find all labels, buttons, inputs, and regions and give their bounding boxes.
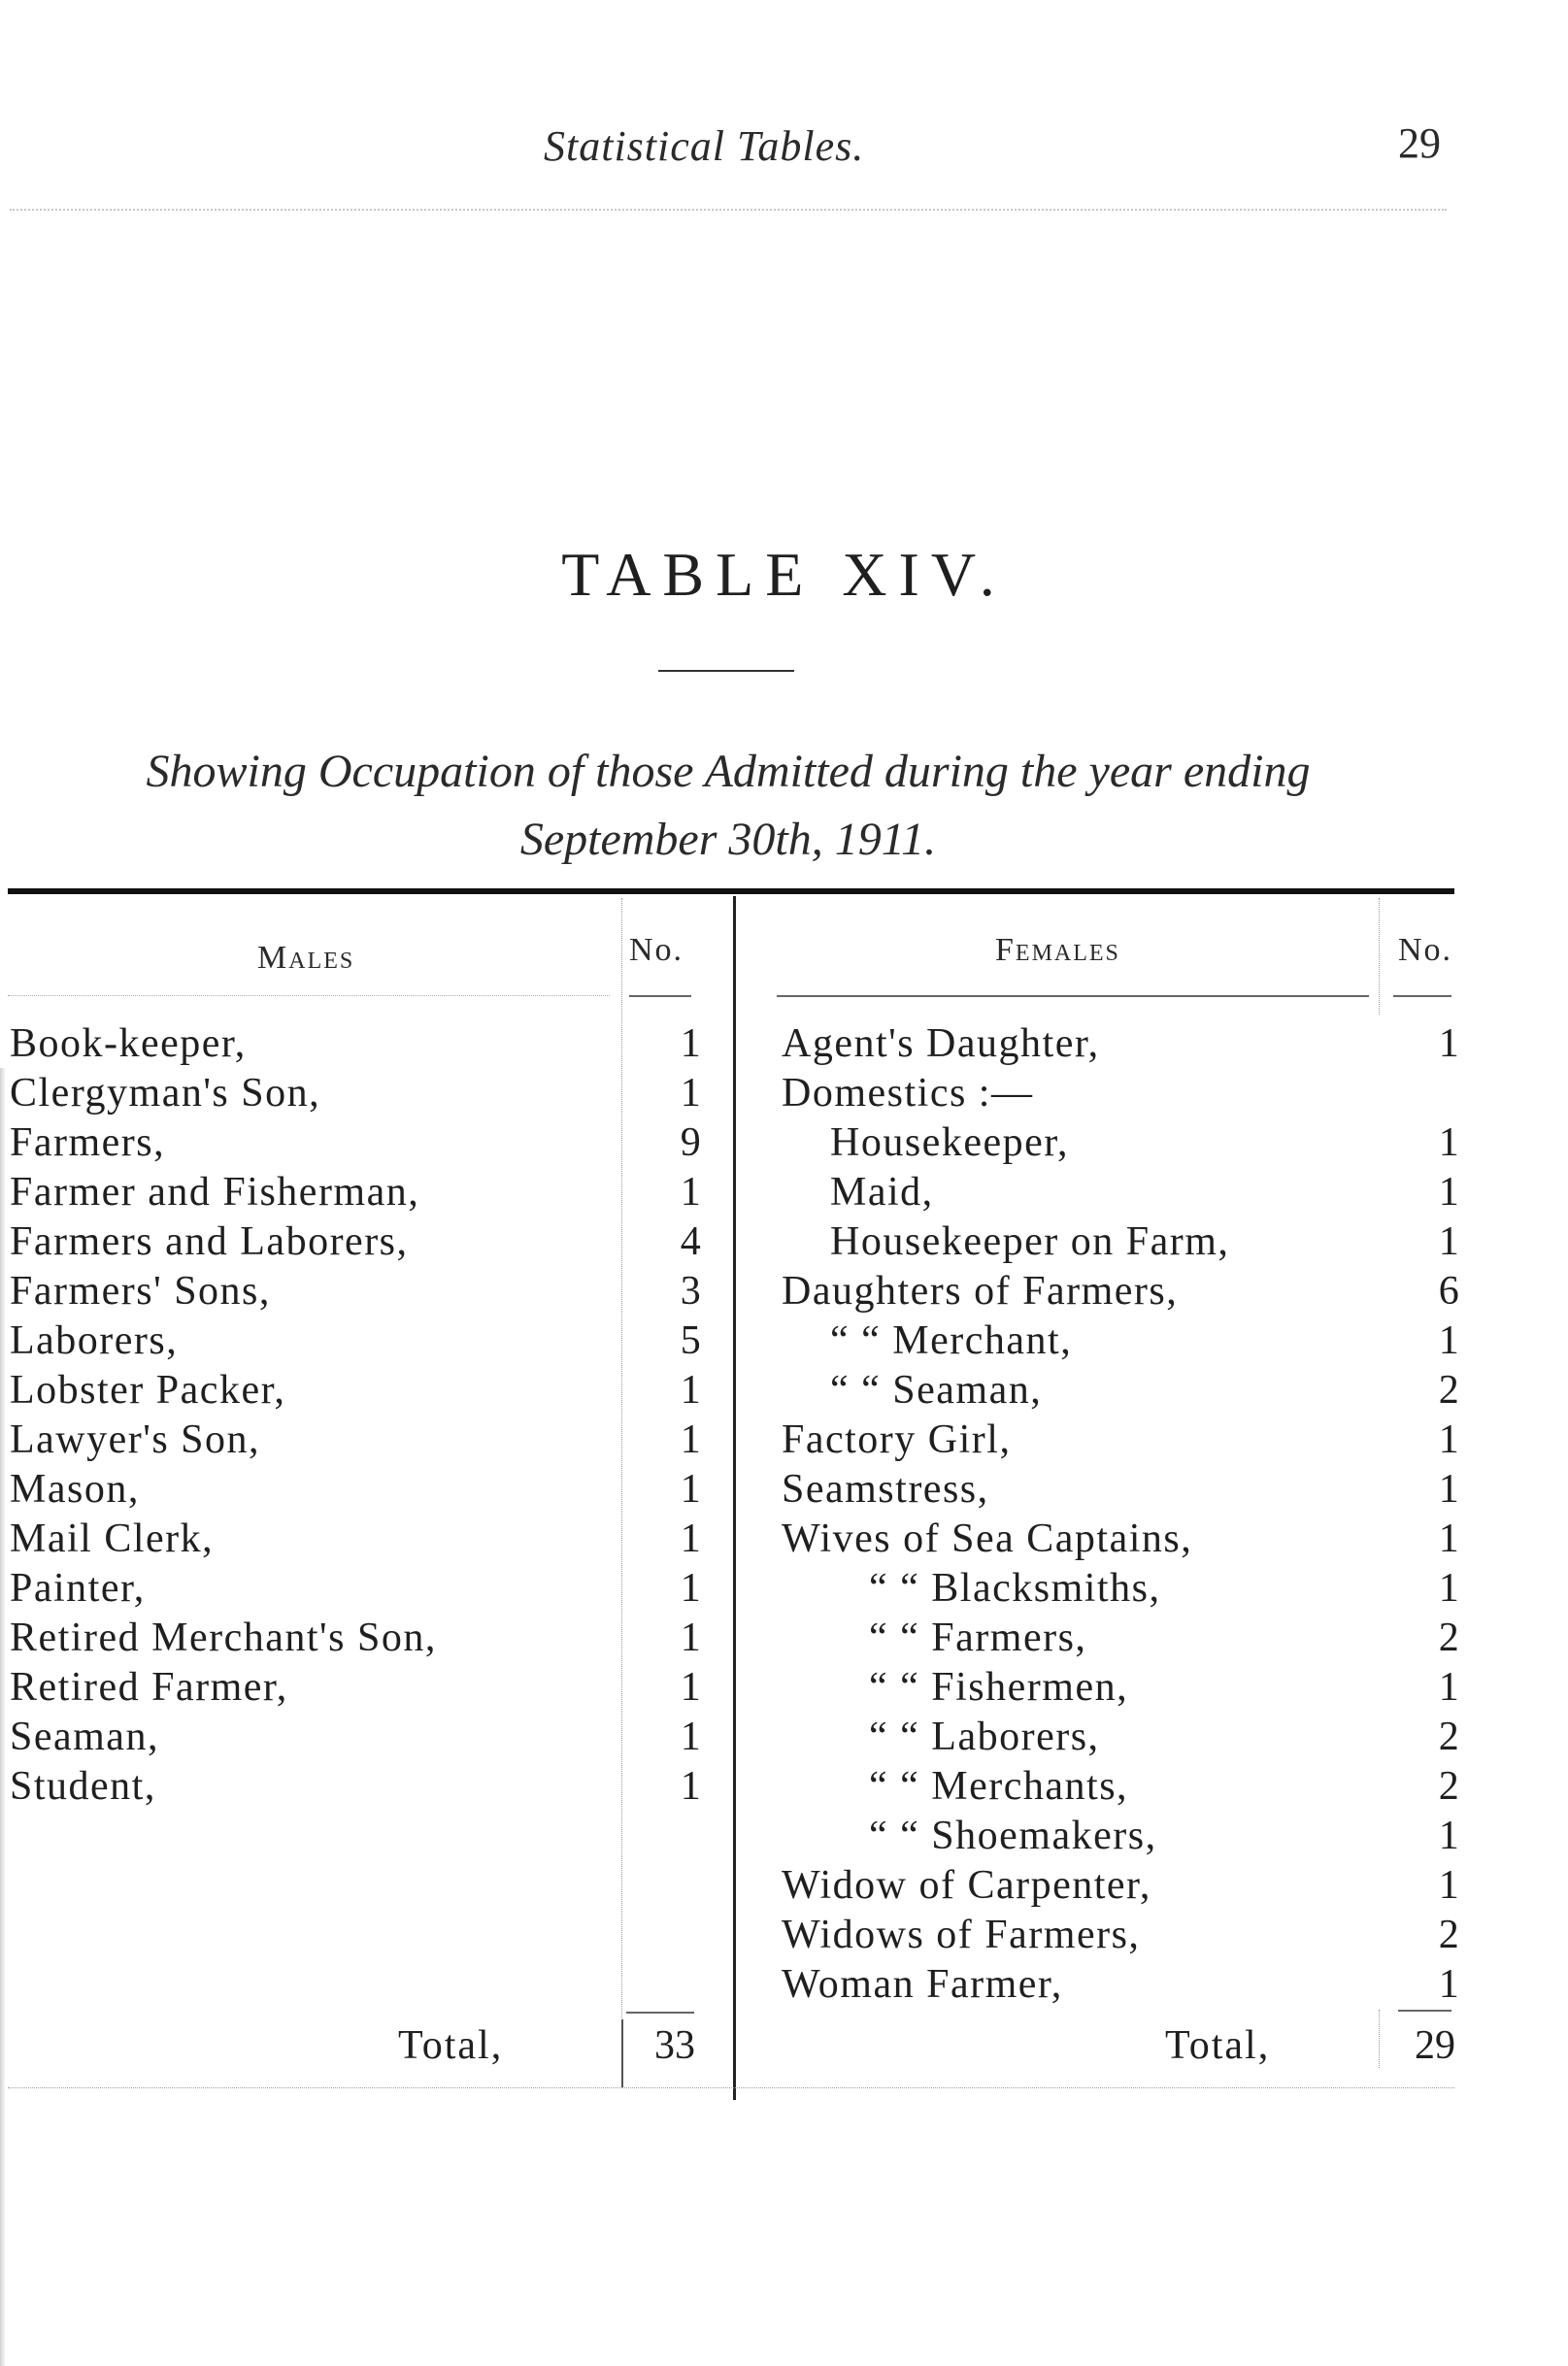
table-row	[782, 1019, 1461, 1069]
males-total-divider	[621, 2019, 623, 2087]
count-value: 2	[1438, 1764, 1461, 1809]
count-value: 1	[1438, 1417, 1461, 1462]
occupation-label: Lawyer's Son,	[10, 1417, 261, 1462]
occupation-label: Book-keeper,	[10, 1021, 247, 1066]
females-number-divider	[1379, 898, 1380, 1015]
count-value: 1	[680, 1071, 703, 1116]
table-row	[782, 1960, 1461, 2010]
table-bottom-rule	[8, 2087, 1454, 2088]
table-title: TABLE XIV.	[561, 540, 1007, 609]
column-header-males	[257, 932, 354, 979]
count-value: 2	[1438, 1913, 1461, 1957]
column-header-females-no: No.	[1398, 932, 1453, 968]
males-no-header-rule	[629, 995, 691, 997]
table-row	[782, 1812, 1461, 1861]
males-list	[10, 1019, 709, 1812]
males-total-label: Total,	[398, 2023, 504, 2068]
occupation-label: Woman Farmer,	[782, 1962, 1063, 2007]
table-row	[782, 1713, 1461, 1762]
count-value: 1	[1438, 1318, 1461, 1363]
occupation-label: Clergyman's Son,	[10, 1071, 321, 1116]
table-subtitle: Showing Occupation of those Admitted during the year ending September 30th, 1911.	[146, 746, 1311, 865]
column-header-females: Females	[995, 932, 1120, 968]
count-value: 2	[1438, 1715, 1461, 1759]
table-row	[782, 1366, 1461, 1416]
count-value: 1	[680, 1467, 703, 1512]
males-total-value: 33	[654, 2023, 695, 2068]
table-row	[782, 1564, 1461, 1614]
count-value: 1	[1438, 1170, 1461, 1215]
occupation-label: “ “ Shoemakers,	[869, 1814, 1157, 1858]
count-value: 1	[680, 1616, 703, 1660]
occupation-label: Widow of Carpenter,	[782, 1863, 1151, 1908]
occupation-label: Widows of Farmers,	[782, 1913, 1141, 1957]
occupation-label: “ “ Blacksmiths,	[869, 1566, 1161, 1611]
count-value: 1	[1438, 1814, 1461, 1858]
table-row	[10, 1564, 709, 1614]
table-top-rule	[8, 888, 1454, 894]
occupation-label: “ “ Farmers,	[869, 1616, 1087, 1660]
table-row	[782, 1614, 1461, 1663]
count-value: 1	[680, 1368, 703, 1413]
table-row	[10, 1366, 709, 1416]
occupation-label: “ “ Fishermen,	[869, 1665, 1129, 1710]
running-head: Statistical Tables.	[544, 122, 865, 170]
count-value: 1	[1438, 1021, 1461, 1066]
table-row	[782, 1217, 1461, 1267]
table-row	[782, 1267, 1461, 1316]
table-row	[10, 1416, 709, 1465]
table-row	[10, 1465, 709, 1515]
table-row	[10, 1713, 709, 1762]
table-row	[10, 1663, 709, 1713]
occupation-label: Wives of Sea Captains,	[782, 1516, 1193, 1561]
count-value: 9	[680, 1120, 703, 1165]
females-no-header-rule	[1393, 995, 1451, 997]
table-row	[782, 1316, 1461, 1366]
count-value: 1	[680, 1764, 703, 1809]
occupation-label: Farmers and Laborers,	[10, 1219, 409, 1264]
table-row	[782, 1416, 1461, 1465]
occupation-label: Lobster Packer,	[10, 1368, 286, 1413]
occupation-label: Mail Clerk,	[10, 1516, 215, 1561]
occupation-label: Retired Merchant's Son,	[10, 1616, 437, 1660]
occupation-label: Seaman,	[10, 1715, 159, 1759]
column-header-males-no: No.	[629, 932, 684, 968]
title-rule	[658, 670, 794, 672]
table-row	[782, 1663, 1461, 1713]
females-total-value: 29	[1415, 2023, 1455, 2068]
table-row	[10, 1614, 709, 1663]
table-row	[782, 1515, 1461, 1564]
count-value: 1	[1438, 1516, 1461, 1561]
females-list	[782, 1019, 1461, 2010]
occupation-label: Daughters of Farmers,	[782, 1269, 1179, 1314]
table-row	[782, 1911, 1461, 1960]
occupation-label: Agent's Daughter,	[782, 1021, 1100, 1066]
table-row	[782, 1069, 1461, 1118]
occupation-label: “ “ Seaman,	[830, 1368, 1043, 1413]
count-value: 1	[1438, 1467, 1461, 1512]
table-row	[10, 1217, 709, 1267]
males-header-rule	[8, 995, 610, 996]
table-row	[10, 1069, 709, 1118]
count-value: 1	[680, 1516, 703, 1561]
count-value: 5	[680, 1318, 703, 1363]
table-row	[782, 1762, 1461, 1812]
males-total-rule	[626, 2012, 694, 2014]
males-header-text: Males	[257, 940, 355, 976]
occupation-label: Maid,	[830, 1170, 934, 1215]
females-total-label: Total,	[1165, 2023, 1271, 2068]
occupation-label: Farmer and Fisherman,	[10, 1170, 420, 1215]
occupation-label: Student,	[10, 1764, 156, 1809]
scan-edge-shadow	[0, 1068, 6, 2366]
table-row	[10, 1168, 709, 1217]
occupation-label: Farmers,	[10, 1120, 166, 1165]
occupation-label: Laborers,	[10, 1318, 179, 1363]
count-value: 2	[1438, 1616, 1461, 1660]
count-value: 1	[680, 1566, 703, 1611]
count-value: 1	[680, 1021, 703, 1066]
occupation-label: Painter,	[10, 1566, 146, 1611]
page-number: 29	[1398, 119, 1441, 167]
table-row	[782, 1118, 1461, 1168]
table-row	[10, 1019, 709, 1069]
count-value: 1	[680, 1417, 703, 1462]
table-row	[10, 1515, 709, 1564]
count-value: 1	[1438, 1863, 1461, 1908]
count-value: 1	[1438, 1665, 1461, 1710]
occupation-label: “ “ Merchants,	[869, 1764, 1129, 1809]
header-rule	[10, 209, 1447, 211]
occupation-label: Factory Girl,	[782, 1417, 1012, 1462]
count-value: 6	[1438, 1269, 1461, 1314]
occupation-label: Housekeeper on Farm,	[830, 1219, 1230, 1264]
count-value: 1	[680, 1170, 703, 1215]
count-value: 1	[680, 1715, 703, 1759]
count-value: 4	[680, 1219, 703, 1264]
table-row	[10, 1762, 709, 1812]
count-value: 1	[1438, 1120, 1461, 1165]
table-row	[782, 1168, 1461, 1217]
females-total-divider	[1379, 2010, 1380, 2068]
occupation-label: Mason,	[10, 1467, 140, 1512]
females-total-rule	[1398, 2010, 1451, 2012]
count-value: 3	[680, 1269, 703, 1314]
count-value: 1	[680, 1665, 703, 1710]
table-row	[10, 1118, 709, 1168]
occupation-label: “ “ Merchant,	[830, 1318, 1073, 1363]
occupation-label: Housekeeper,	[830, 1120, 1070, 1165]
table-row	[10, 1267, 709, 1316]
center-divider	[733, 896, 736, 2100]
count-value: 2	[1438, 1368, 1461, 1413]
occupation-label: “ “ Laborers,	[869, 1715, 1100, 1759]
females-header-rule	[777, 995, 1369, 997]
occupation-label: Domestics :—	[782, 1071, 1034, 1116]
count-value: 1	[1438, 1962, 1461, 2007]
occupation-label: Seamstress,	[782, 1467, 989, 1512]
occupation-label: Retired Farmer,	[10, 1665, 288, 1710]
occupation-label: Farmers' Sons,	[10, 1269, 271, 1314]
table-row	[782, 1861, 1461, 1911]
table-row	[782, 1465, 1461, 1515]
table-row	[10, 1316, 709, 1366]
count-value: 1	[1438, 1566, 1461, 1611]
count-value: 1	[1438, 1219, 1461, 1264]
